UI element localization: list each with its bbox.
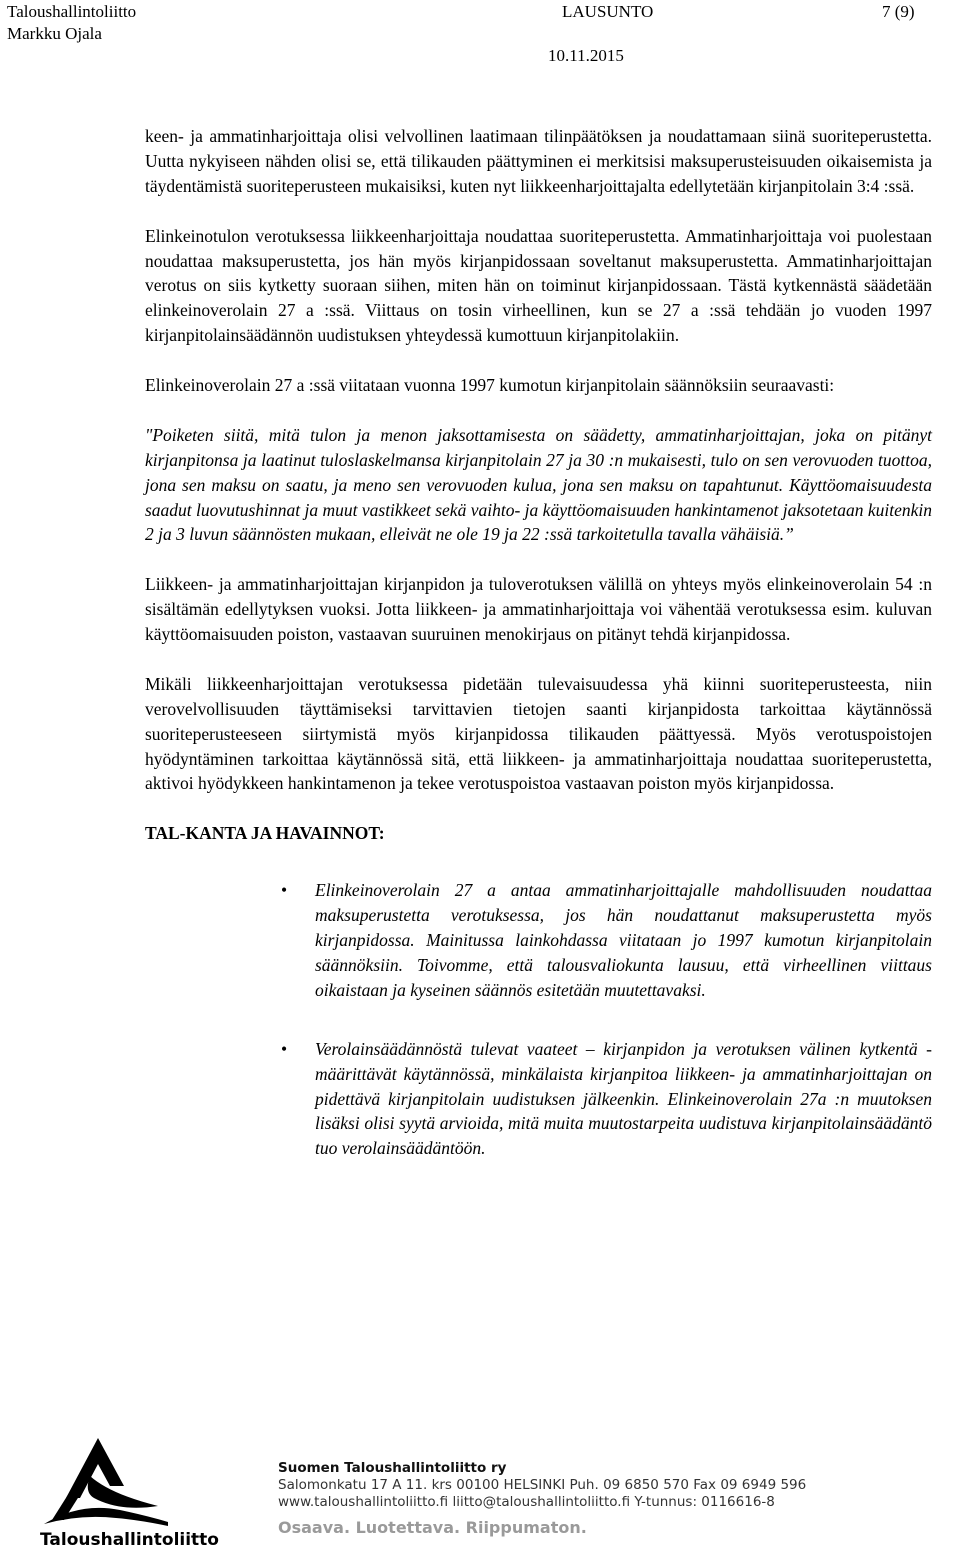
footer-address: Salomonkatu 17 A 11. krs 00100 HELSINKI Puh. 09 6850 570 Fax 09 6949 596 [278, 1477, 807, 1493]
paragraph: Elinkeinotulon verotuksessa liikkeenharjoittaja noudattaa suoriteperustetta. Ammatinharjoittaja voi puolestaan noudattaa maksuperustetta, jos hän myös kirjanpidossaan soveltanut maksuperustetta. Ammatinharjoittajan verotus on siis kytketty suoraan siihen, miten hän on toiminut kirjanpidossaan. Tästä kytkennästä säädetään elinkeinoverolain 27 a :ssä. Viittaus on tosin virheellinen, kun se 27 a :ssä tehdään jo vuoden 1997 kirjanpitolainsäädännön uudistuksen yhteydessä kumottuun kirjanpitolakiin. [145, 225, 932, 346]
paragraph: Liikkeen- ja ammatinharjoittajan kirjanpidon ja tuloverotuksen välillä on yhteys myös elinkeinoverolain 54 :n sisältämän edellytyksen vuoksi. Jotta liikkeen- ja ammatinharjoittaja voi vähentää verotuksessa esim. kuluvan käyttöomaisuuden poiston, vastaavan suuruinen menokirjaus on pitänyt tehdä kirjanpidossa. [145, 574, 932, 645]
list-item-text: Verolainsäädännöstä tulevat vaateet – kirjanpidon ja verotuksen välinen kytkentä - määrittävät käytännössä, minkälaista kirjanpitoa liikkeen- ja ammatinharjoittajan on pidettävä kirjanpitolain uudistuksen jälkeenkin. Elinkeinoverolain 27a :n muutoksen lisäksi olisi syytä arvioida, mitä muita muutostarpeita uudistuva kirjanpitolainsäädäntö tuo verolainsäädäntöön. [315, 1038, 932, 1159]
page-number: 7 (9) [882, 2, 915, 21]
header-author: Markku Ojala [7, 24, 102, 43]
organization-logo [40, 1436, 220, 1548]
paragraph: Mikäli liikkeenharjoittajan verotuksessa pidetään tulevaisuudessa yhä kiinni suoriteperusteesta, niin verovelvollisuuden täyttämiseksi tarvittavien tietojen saanti kirjanpidosta tarkoittaa käytännössä suoriteperusteeseen siirtymistä myös kirjanpidossa tilikauden päättyessä. Myös verotuspoistojen hyödyntäminen tarkoittaa käytännössä sitä, että liikkeen- ja ammatinharjoittaja noudattaa suoriteperustetta, aktivoi hyödykkeen hankintamenon ja tekee verotuspoistoa vastaavan poiston myös kirjanpidossa. [145, 673, 932, 794]
bullet-icon: • [281, 1038, 288, 1059]
footer-contact [278, 1460, 806, 1536]
logo-mark-icon [40, 1436, 170, 1528]
document-type: LAUSUNTO [562, 2, 654, 21]
document-date: 10.11.2015 [548, 46, 624, 65]
footer-slogan: Osaava. Luotettava. Riippumaton. [278, 1518, 587, 1537]
document-body [145, 124, 932, 1195]
section-heading: TAL-KANTA JA HAVAINNOT: [145, 823, 385, 844]
paragraph: Elinkeinoverolain 27 a :ssä viitataan vuonna 1997 kumotun kirjanpitolain säännöksiin seuraavasti: [145, 375, 835, 396]
list-item [145, 878, 932, 1003]
quoted-law-text: "Poiketen siitä, mitä tulon ja menon jaksottamisesta on säädetty, ammatinharjoittajan, joka on pitänyt kirjanpitonsa ja laatinut tuloslaskelmansa kirjanpitolain 27 ja 30 :n mukaisesti, tulo on sen verovuoden tuottoa, jona sen maksu on saatu, ja meno sen verovuoden kulua, jona sen maksu on tapahtunut. Käyttöomaisuudesta saadut luovutushinnat ja muut vastikkeet sekä vaihto- ja käyttöomaisuuden hankintamenot jaksotetaan kuitenkin 2 ja 3 luvun säännösten mukaan, elleivät ne ole 19 ja 22 :ssä tarkoitetulla tavalla vähäisiä.” [145, 424, 932, 545]
header-organization: Taloushallintoliitto [7, 2, 137, 21]
logo-wordmark: Taloushallintoliitto [40, 1530, 219, 1550]
bullet-icon: • [281, 880, 288, 901]
footer-web: www.taloushallintoliitto.fi liitto@taloushallintoliitto.fi Y-tunnus: 0116616-8 [278, 1494, 775, 1510]
list-item-text: Elinkeinoverolain 27 a antaa ammatinharjoittajalle mahdollisuuden noudattaa maksuperustetta verotuksessa, jos hän noudattanut maksuperustetta myös kirjanpidossa. Mainitussa lainkohdassa viitataan jo 1997 kumotun kirjanpitolain säännöksiin. Toivomme, että talousvaliokunta lausuu, että virheellinen viittaus oikaistaan ja kyseinen säännös esitetään muutettavaksi. [315, 880, 932, 1000]
footer-org-name: Suomen Taloushallintoliitto ry [278, 1460, 507, 1476]
list-item [145, 1037, 932, 1162]
findings-list [145, 878, 932, 1161]
paragraph: keen- ja ammatinharjoittaja olisi velvollinen laatimaan tilinpäätöksen ja noudattamaan siinä suoriteperustetta. Uutta nykyiseen nähden olisi se, että tilikauden päättyminen ei merkitsisi maksuperusteisuuden oikaisemista ja täydentämistä suoriteperusteen mukaisiksi, kuten nyt liikkeenharjoittajalta edellytetään kirjanpitolain 3:4 :ssä. [145, 126, 932, 196]
